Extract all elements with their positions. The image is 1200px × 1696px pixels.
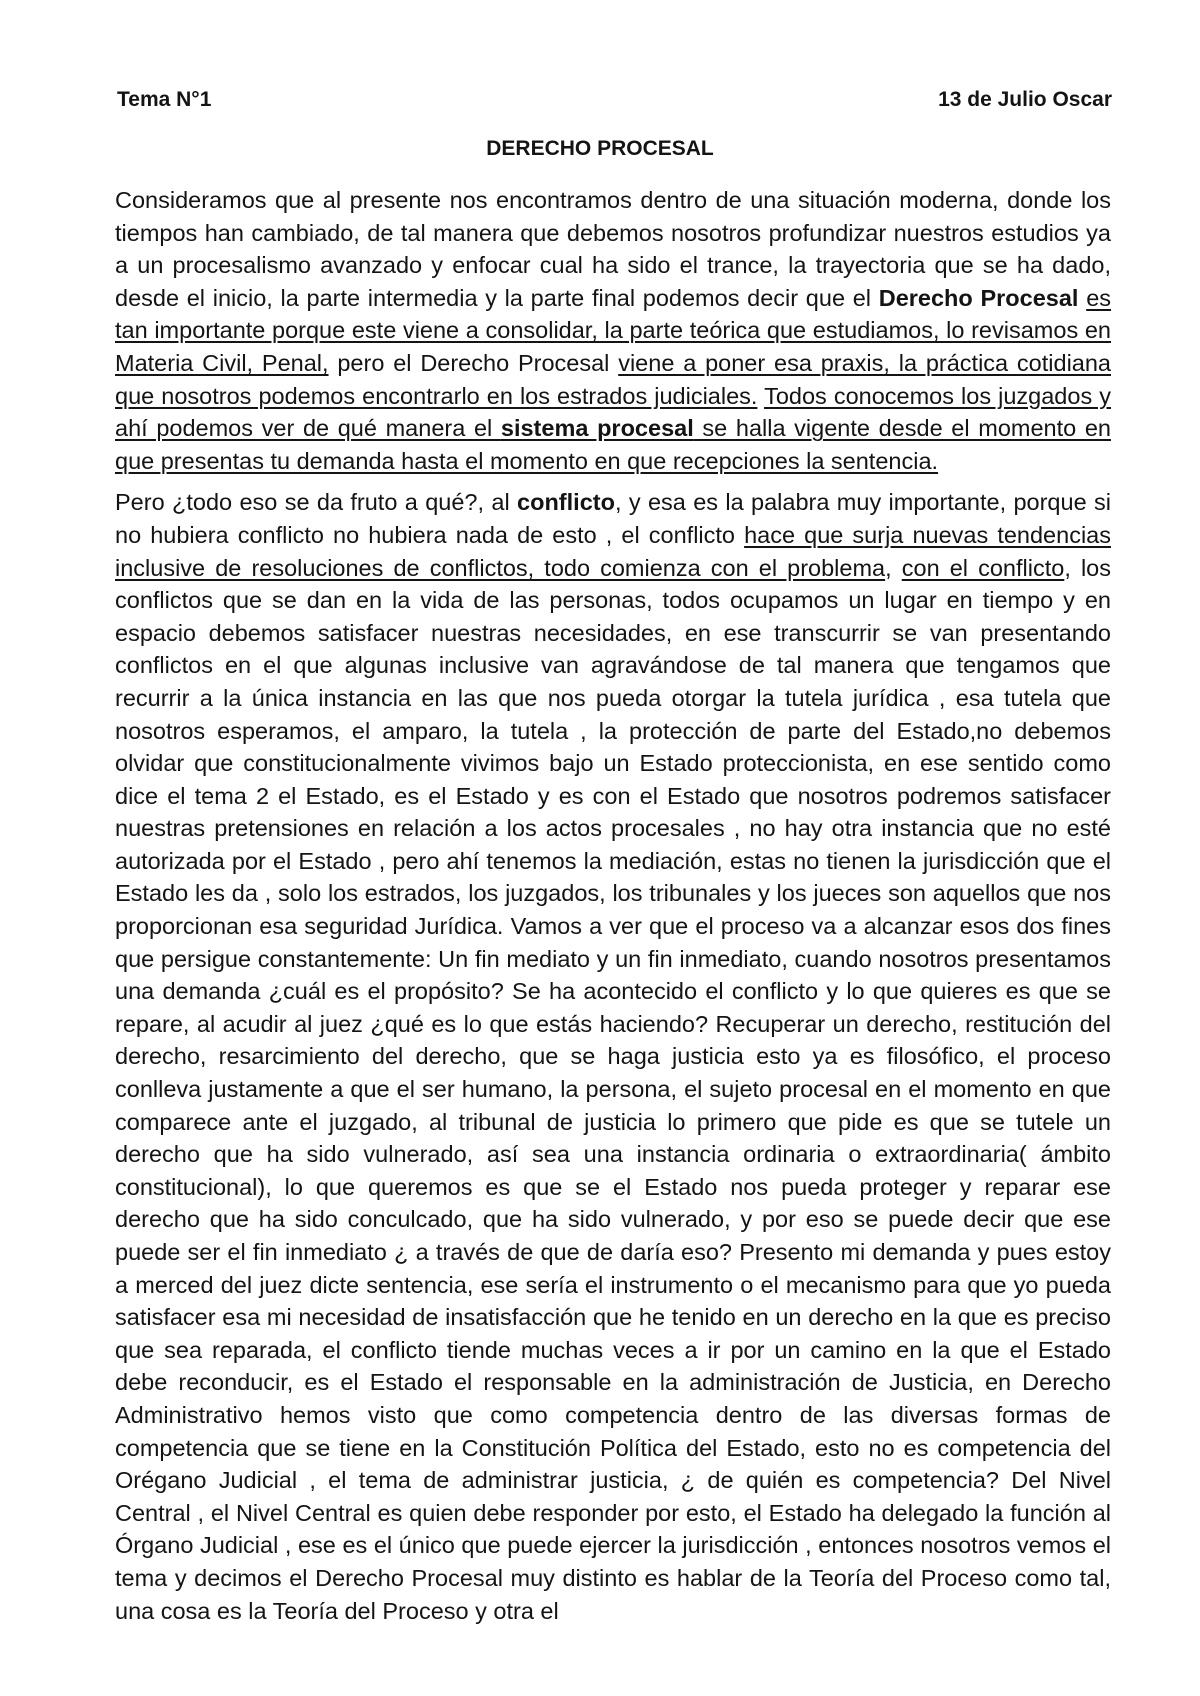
- underlined-text: es tan importante porque este viene a consolidar, la parte teórica que estudiamos, lo revisamos en Materia Civil, Penal,: [115, 284, 1112, 376]
- bold-term-derecho-procesal: Derecho Procesal: [878, 284, 1079, 311]
- paragraph-1: [115, 184, 1111, 477]
- text-run: ,: [885, 554, 902, 581]
- topic-label: Tema N°1: [117, 88, 212, 111]
- underlined-text: se halla vigente desde el momento en que presentas tu demanda hasta el momento en que recepciones la sentencia.: [115, 415, 1111, 474]
- text-run: , los conflictos que se dan en la vida de las personas, todos ocupamos un lugar en tiempo y en espacio debemos satisfacer nuestras necesidades, en ese transcurrir se van presentando conflictos en el que algunas inclusive van agravándose de tal manera que tengamos que recurrir a la única instancia en las que nos pueda otorgar la tutela jurídica , esa tutela que nosotros esperamos, el amparo, la tutela , la protección de parte del Estado,no debemos olvidar que constitucionalmente vivimos bajo un Estado proteccionista, en ese sentido como dice el tema 2 el Estado, es el Estado y es con el Estado que nosotros podremos satisfacer nuestras pretensiones en relación a los actos procesales , no hay otra instancia que no esté autorizada por el Estado , pero ahí tenemos la mediación, estas no tienen la jurisdicción que el Estado les da , solo los estrados, los juzgados, los tribunales y los jueces son aquellos que nos proporcionan esa seguridad Jurídica. Vamos a ver que el proceso va a alcanzar esos dos fines que persigue constantemente: Un fin mediato y un fin inmediato, cuando nosotros presentamos una demanda ¿cuál es el propósito? Se ha acontecido el conflicto y lo que quieres es que se repare, al acudir al juez ¿qué es lo que estás haciendo? Recuperar un derecho, restitución del derecho, resarcimiento del derecho, que se haga justicia esto ya es filosófico, el proceso conlleva justamente a que el ser humano, la persona, el sujeto procesal en el momento en que comparece ante el juzgado, al tribunal de justicia lo primero que pide es que se tutele un derecho que ha sido vulnerado, así sea una instancia ordinaria o extraordinaria( ámbito constitucional), lo que queremos es que se el Estado nos pueda proteger y reparar ese derecho que ha sido conculcado, que ha sido vulnerado, y por eso se puede decir que ese puede ser el fin inmediato ¿ a través de que de daría eso? Presento mi demanda y pues estoy a merced del juez dicte sentencia, ese sería el instrumento o el mecanismo para que yo pueda satisfacer esa mi necesidad de insatisfacción que he tenido en un derecho en la que es preciso que sea reparada, el conflicto tiende muchas veces a ir por un camino en la que el Estado debe reconducir, es el Estado el responsable en la administración de Justicia, en Derecho Administrativo hemos visto que como competencia dentro de las diversas formas de competencia que se tiene en la Constitución Política del Estado, esto no es competencia del Orégano Judicial , el tema de administrar justicia, ¿ de quién es competencia? Del Nivel Central , el Nivel Central es quien debe responder por esto, el Estado ha delegado la función al Órgano Judicial , ese es el único que puede ejercer la jurisdicción , entonces nosotros vemos el tema y decimos el Derecho Procesal muy distinto es hablar de la Teoría del Proceso como tal, una cosa es la Teoría del Proceso y otra el: [115, 554, 1111, 1624]
- date-author-label: 13 de Julio Oscar: [938, 88, 1112, 111]
- bold-term-conflicto: conflicto: [517, 489, 615, 516]
- text-run: Consideramos que al presente nos encontramos dentro de una situación moderna, donde los tiempos han cambiado, de tal manera que debemos nosotros profundizar nuestros estudios ya a un procesalismo avanzado y enfocar cual ha sido el trance, la trayectoria que se ha dado, desde el inicio, la parte intermedia y la parte final podemos decir que el: [115, 187, 1111, 311]
- paragraph-2: [115, 486, 1111, 1627]
- underlined-text: viene a poner esa praxis, la práctica cotidiana que nosotros podemos encontrarlo en los estrados judiciales.: [115, 349, 1111, 409]
- document-body: [115, 184, 1111, 1627]
- text-run: , y esa es la palabra muy importante, porque si no hubiera conflicto no hubiera nada de esto , el conflicto: [115, 489, 1111, 548]
- text-run: Pero ¿todo eso se da fruto a qué?, al: [115, 489, 518, 516]
- underlined-text: con el conflicto: [901, 554, 1065, 581]
- underlined-text: hace que surja nuevas tendencias inclusive de resoluciones de conflictos, todo comienza con el problema: [115, 521, 1111, 581]
- text-run: pero el Derecho Procesal: [328, 349, 619, 376]
- document-title: DERECHO PROCESAL: [486, 137, 714, 160]
- bold-term-sistema-procesal: sistema procesal: [500, 415, 694, 442]
- underlined-text: Todos conocemos los juzgados y ahí podemos ver de qué manera el: [115, 382, 1111, 442]
